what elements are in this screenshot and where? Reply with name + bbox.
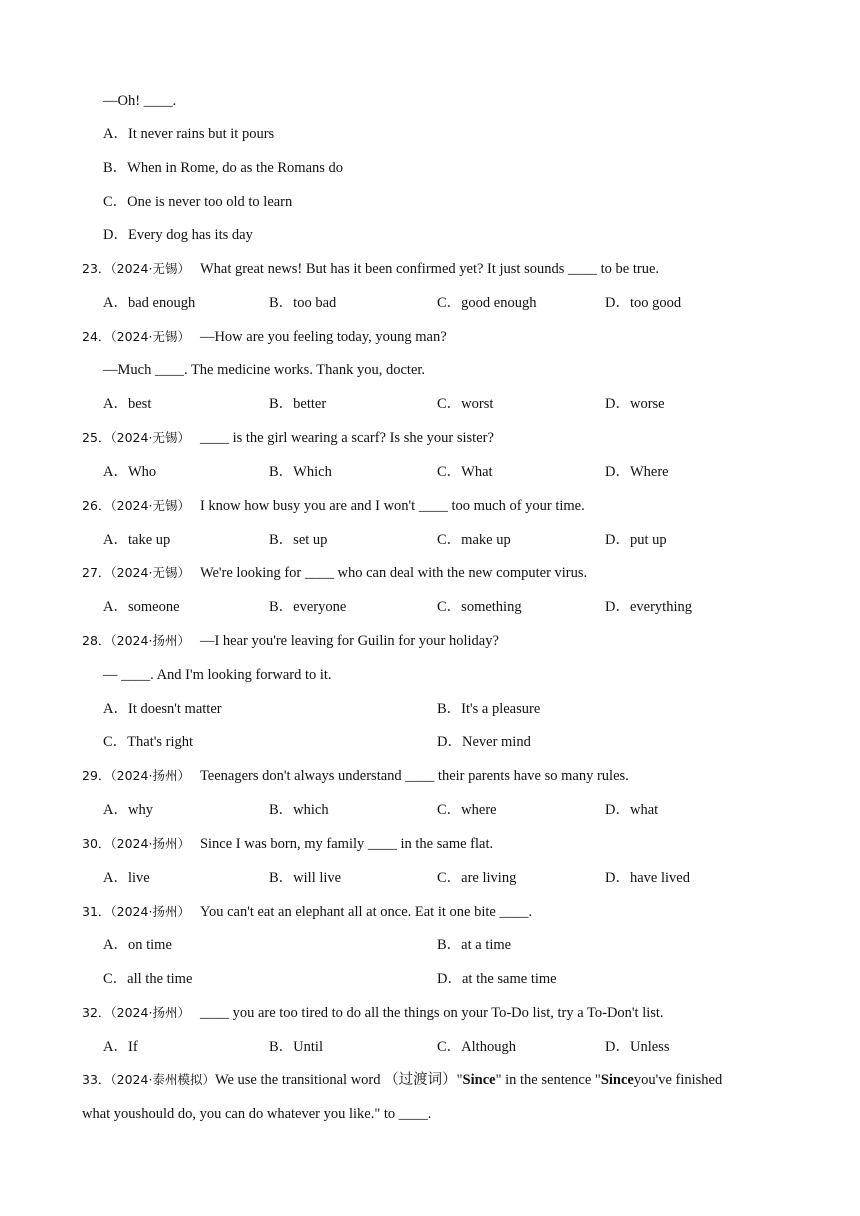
question-line <box>82 1004 664 1022</box>
question-source: （2024·无锡） <box>110 261 190 276</box>
option-letter: D． <box>605 396 630 412</box>
question-number: 24． <box>82 329 111 344</box>
option-letter: A． <box>103 937 128 953</box>
option <box>103 869 150 887</box>
question-33-line-1 <box>82 1071 722 1089</box>
option-text: make up <box>461 532 511 548</box>
option-text: Although <box>461 1039 516 1055</box>
bold-word: Since <box>462 1072 496 1088</box>
option-letter: B． <box>269 396 294 412</box>
option-text: worse <box>629 396 665 412</box>
option-text: If <box>127 1039 138 1055</box>
question-text-part: " in the sentence " <box>495 1072 601 1088</box>
option-text: worst <box>461 396 494 412</box>
option-letter: D． <box>605 464 630 480</box>
option-letter: A． <box>103 396 128 412</box>
option <box>437 294 536 312</box>
option <box>437 801 497 819</box>
option-text: too good <box>629 295 682 311</box>
option <box>103 193 292 211</box>
option-text: someone <box>127 599 180 615</box>
option-letter: B． <box>269 295 294 311</box>
question-text: You can't eat an elephant all at once. Eat it one bite ____. <box>199 904 533 920</box>
option-letter: B． <box>269 464 294 480</box>
option-text: set up <box>293 532 328 548</box>
option-letter: D． <box>103 227 128 243</box>
question-source: （2024·无锡） <box>110 329 190 344</box>
option <box>103 970 192 988</box>
option-letter: D． <box>605 802 630 818</box>
option <box>605 463 669 481</box>
option <box>103 733 193 751</box>
option-text: That's right <box>127 734 194 750</box>
option <box>437 463 493 481</box>
option <box>269 294 336 312</box>
option-text: what <box>629 802 659 818</box>
question-number: 27． <box>82 565 111 580</box>
option-text: Never mind <box>461 734 531 750</box>
option <box>269 463 332 481</box>
option-text: good enough <box>461 295 537 311</box>
option-letter: A． <box>103 701 128 717</box>
option-text: best <box>127 396 152 412</box>
option <box>103 531 170 549</box>
option-text: at a time <box>461 937 512 953</box>
dialogue-line <box>103 666 332 684</box>
question-text: Since I was born, my family ____ in the same flat. <box>199 836 494 852</box>
option-letter: D． <box>605 870 630 886</box>
option-text: take up <box>127 532 171 548</box>
option-text: Unless <box>629 1039 670 1055</box>
question-33-line-2 <box>82 1105 431 1123</box>
option-letter: B． <box>269 802 294 818</box>
option <box>437 700 540 718</box>
option-letter: A． <box>103 126 128 142</box>
option-text: which <box>293 802 329 818</box>
dialogue-line <box>103 361 425 379</box>
option-letter: C． <box>437 870 462 886</box>
dialogue-text: — ____. And I'm looking forward to it. <box>103 667 332 683</box>
option-letter: A． <box>103 1039 128 1055</box>
question-source: （2024·泰州模拟） <box>110 1072 215 1087</box>
option-letter: C． <box>103 971 128 987</box>
question-source: （2024·无锡） <box>110 430 190 445</box>
question-line <box>82 328 447 346</box>
question-text: —I hear you're leaving for Guilin for your holiday? <box>199 633 499 649</box>
option-text: everything <box>629 599 692 615</box>
option <box>269 531 327 549</box>
option-text: why <box>127 802 153 818</box>
option <box>269 1038 323 1056</box>
option-text: It never rains but it pours <box>127 126 275 142</box>
dialogue-text: —Much ____. The medicine works. Thank you, docter. <box>103 362 426 378</box>
option-letter: A． <box>103 802 128 818</box>
question-line <box>82 632 499 650</box>
option-text: Every dog has its day <box>127 227 253 243</box>
question-text: I know how busy you are and I won't ____ too much of your time. <box>199 498 585 514</box>
option-text: When in Rome, do as the Romans do <box>127 160 344 176</box>
option-letter: D． <box>437 734 462 750</box>
question-line <box>82 260 659 278</box>
option-text: where <box>461 802 497 818</box>
question-source: （2024·扬州） <box>110 768 190 783</box>
option <box>103 598 180 616</box>
option-letter: A． <box>103 599 128 615</box>
option-text: too bad <box>293 295 337 311</box>
option-text: Until <box>293 1039 323 1055</box>
option-letter: D． <box>605 599 630 615</box>
option-text: It's a pleasure <box>461 701 541 717</box>
option-text: What <box>461 464 493 480</box>
option-text: have lived <box>629 870 690 886</box>
question-line <box>82 497 585 515</box>
question-line <box>82 903 532 921</box>
option <box>437 936 511 954</box>
question-source: （2024·扬州） <box>110 1005 190 1020</box>
option-letter: B． <box>269 870 294 886</box>
option-letter: D． <box>605 1039 630 1055</box>
question-number: 31． <box>82 904 111 919</box>
option-letter: A． <box>103 295 128 311</box>
option <box>103 395 151 413</box>
option <box>269 869 341 887</box>
option-letter: C． <box>437 1039 462 1055</box>
option-text: Who <box>127 464 157 480</box>
question-number: 28． <box>82 633 111 648</box>
option <box>437 531 511 549</box>
question-text: Teenagers don't always understand ____ their parents have so many rules. <box>199 768 629 784</box>
option-letter: D． <box>605 532 630 548</box>
option-text: Where <box>629 464 669 480</box>
question-source: （2024·扬州） <box>110 836 190 851</box>
question-text-part: what youshould do, you can do whatever you like." to ____. <box>82 1106 432 1122</box>
question-number: 23． <box>82 261 111 276</box>
option <box>269 598 346 616</box>
option-letter: B． <box>269 532 294 548</box>
question-text: What great news! But has it been confirmed yet? It just sounds ____ to be true. <box>199 261 660 277</box>
question-line <box>82 767 629 785</box>
option-letter: B． <box>269 599 294 615</box>
option-letter: C． <box>437 599 462 615</box>
option-text: bad enough <box>127 295 196 311</box>
option <box>103 801 153 819</box>
option <box>605 294 681 312</box>
option <box>103 1038 138 1056</box>
option-letter: B． <box>103 160 128 176</box>
option <box>437 1038 516 1056</box>
question-number: 26． <box>82 498 111 513</box>
option <box>103 700 222 718</box>
question-source: （2024·扬州） <box>110 904 190 919</box>
option-letter: A． <box>103 532 128 548</box>
question-text: —How are you feeling today, young man? <box>199 329 447 345</box>
question-source: （2024·无锡） <box>110 498 190 513</box>
option-letter: C． <box>437 464 462 480</box>
option-letter: B． <box>437 701 462 717</box>
option <box>103 463 156 481</box>
option-text: better <box>293 396 327 412</box>
option <box>437 598 522 616</box>
option <box>437 395 493 413</box>
question-text-part: We use the transitional word （过渡词）" <box>214 1072 463 1088</box>
option <box>605 531 667 549</box>
option-letter: C． <box>437 532 462 548</box>
option <box>605 598 692 616</box>
question-text: ____ you are too tired to do all the things on your To-Do list, try a To-Don't list. <box>199 1005 664 1021</box>
question-number: 29． <box>82 768 111 783</box>
option <box>437 869 516 887</box>
option-letter: C． <box>437 295 462 311</box>
question-source: （2024·无锡） <box>110 565 190 580</box>
option <box>605 801 658 819</box>
option-letter: B． <box>437 937 462 953</box>
question-text: We're looking for ____ who can deal with the new computer virus. <box>199 565 588 581</box>
option <box>103 936 172 954</box>
option <box>103 159 343 177</box>
question-text: ____ is the girl wearing a scarf? Is she your sister? <box>199 430 494 446</box>
option <box>103 125 274 143</box>
question-number: 30． <box>82 836 111 851</box>
option <box>605 1038 669 1056</box>
option-text: put up <box>629 532 667 548</box>
option-text: something <box>461 599 522 615</box>
question-line <box>82 564 587 582</box>
option-text: Which <box>293 464 332 480</box>
question-line <box>82 835 493 853</box>
question-number: 33． <box>82 1072 111 1087</box>
option <box>269 801 329 819</box>
option-text: are living <box>461 870 517 886</box>
question-source: （2024·扬州） <box>110 633 190 648</box>
dialogue-text: —Oh! ____. <box>103 93 177 109</box>
option-text: will live <box>293 870 342 886</box>
option-text: One is never too old to learn <box>127 194 293 210</box>
option <box>437 970 557 988</box>
question-text-part: you've finished <box>633 1072 723 1088</box>
question-line <box>82 429 494 447</box>
option-letter: D． <box>437 971 462 987</box>
option <box>269 395 326 413</box>
option-text: It doesn't matter <box>127 701 222 717</box>
option-letter: A． <box>103 870 128 886</box>
option-text: on time <box>127 937 172 953</box>
question-number: 32． <box>82 1005 111 1020</box>
option-letter: D． <box>605 295 630 311</box>
option <box>605 869 690 887</box>
option-letter: C． <box>437 396 462 412</box>
option-text: at the same time <box>461 971 557 987</box>
option-text: everyone <box>293 599 347 615</box>
option-letter: C． <box>103 734 128 750</box>
option <box>437 733 531 751</box>
option-letter: C． <box>103 194 128 210</box>
option <box>103 226 253 244</box>
option-letter: C． <box>437 802 462 818</box>
option <box>605 395 665 413</box>
question-number: 25． <box>82 430 111 445</box>
option-text: all the time <box>127 971 193 987</box>
dialogue-line <box>103 92 176 110</box>
option <box>103 294 195 312</box>
option-letter: A． <box>103 464 128 480</box>
option-text: live <box>127 870 150 886</box>
option-letter: B． <box>269 1039 294 1055</box>
bold-word: Since <box>600 1072 634 1088</box>
